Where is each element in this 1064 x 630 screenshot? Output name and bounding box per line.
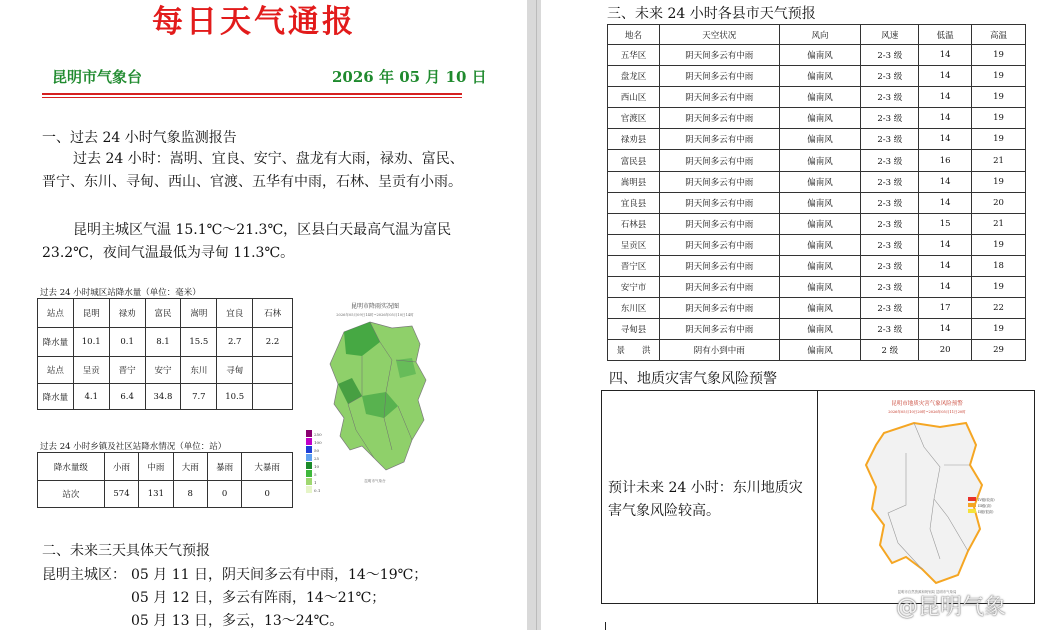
forecast-place: 昆明主城区：	[42, 567, 126, 583]
rainfall-legend-swatch	[306, 478, 312, 485]
table-row	[608, 255, 1026, 276]
geo-risk-legend-swatch	[968, 497, 976, 501]
table-cell: 大暴雨	[242, 453, 293, 481]
rainfall-legend-value: 1	[314, 480, 317, 485]
table-header-cell: 高温	[972, 25, 1026, 45]
table-cell: 15	[919, 213, 972, 234]
table-row	[608, 234, 1026, 255]
table-header-cell: 低温	[919, 25, 972, 45]
table-row	[608, 298, 1026, 319]
table-cell: 偏南风	[779, 129, 861, 150]
rainfall-legend-value: 5	[314, 472, 317, 477]
table-header-row	[608, 25, 1026, 45]
table-row	[608, 66, 1026, 87]
table-cell: 降水量级	[38, 453, 105, 481]
forecast-line: 05 月 11 日，阴天间多云有中雨，14～19℃；	[131, 567, 428, 583]
table-cell: 2-3 级	[861, 150, 919, 171]
table-cell: 2-3 级	[861, 319, 919, 340]
table-cell: 偏南风	[779, 192, 861, 213]
header-rule-thin	[42, 97, 462, 98]
table-cell: 呈贡	[73, 357, 109, 384]
table-row	[38, 299, 293, 328]
table-cell: 偏南风	[779, 171, 861, 192]
table-cell: 14	[919, 171, 972, 192]
table-cell: 寻甸	[217, 357, 253, 384]
table-cell: 东川	[181, 357, 217, 384]
table-row	[608, 319, 1026, 340]
table-cell: 19	[972, 45, 1026, 66]
table-row	[38, 481, 293, 508]
table-cell: 14	[919, 108, 972, 129]
forecast-line: 05 月 12 日，多云有阵雨，14～21℃；	[131, 590, 386, 606]
table-cell: 20	[972, 192, 1026, 213]
table-cell: 石林县	[608, 213, 660, 234]
table-cell: 34.8	[145, 384, 181, 410]
geo-risk-map-subtitle: 2026年05月10日20时~2026年05月11日20时	[888, 410, 966, 414]
rain-table	[37, 298, 293, 410]
geo-risk-text: 预计未来 24 小时：东川地质灾害气象风险较高。	[608, 480, 803, 519]
table-cell: 阴天间多云有中雨	[659, 277, 779, 298]
table-cell: 暴雨	[207, 453, 241, 481]
table-cell: 14	[919, 87, 972, 108]
table-cell: 阴天间多云有中雨	[659, 45, 779, 66]
table-cell: 晋宁区	[608, 255, 660, 276]
table-cell: 22	[972, 298, 1026, 319]
table-row	[608, 192, 1026, 213]
table-cell: 阴天间多云有中雨	[659, 150, 779, 171]
table-header-cell: 天空状况	[659, 25, 779, 45]
geo-risk-map-title: 昆明市地质灾害气象风险预警	[891, 401, 963, 407]
table-cell: 安宁市	[608, 277, 660, 298]
table-cell: 阴天间多云有中雨	[659, 234, 779, 255]
table-cell: 阴有小到中雨	[659, 340, 779, 361]
geo-risk-legend-swatch	[968, 503, 976, 507]
rainfall-legend-value: 250	[314, 432, 322, 437]
section1-para1: 过去 24 小时：嵩明、宜良、安宁、盘龙有大雨，禄劝、富民、晋宁、东川、寻甸、西山、官渡、五华有中雨，石林、呈贡有小雨。	[42, 151, 464, 190]
watermark: @昆明气象	[896, 595, 1007, 620]
rainfall-legend-swatch	[306, 438, 312, 445]
table-cell: 0.1	[109, 328, 145, 357]
table-cell: 阴天间多云有中雨	[659, 87, 779, 108]
table-cell: 偏南风	[779, 277, 861, 298]
rain-table-caption: 过去 24 小时城区站降水量（单位：毫米）	[40, 288, 201, 298]
table-cell: 19	[972, 129, 1026, 150]
table-cell: 14	[919, 319, 972, 340]
rainfall-legend-swatch	[306, 486, 312, 493]
table-cell: 8.1	[145, 328, 181, 357]
table-cell: 站次	[38, 481, 105, 508]
table-cell: 盘龙区	[608, 66, 660, 87]
rainfall-legend-value: 50	[314, 448, 320, 453]
rainfall-map-title: 昆明市降雨实况图	[350, 303, 400, 310]
table-row	[608, 277, 1026, 298]
table-cell: 2-3 级	[861, 171, 919, 192]
table-cell: 14	[919, 255, 972, 276]
geo-risk-legend-swatch	[968, 509, 976, 513]
table-cell: 10.5	[217, 384, 253, 410]
table-cell: 19	[972, 66, 1026, 87]
table-cell: 宜良县	[608, 192, 660, 213]
table-cell: 19	[972, 108, 1026, 129]
table-cell: 小雨	[104, 453, 138, 481]
table-cell: 偏南风	[779, 150, 861, 171]
table-cell: 2-3 级	[861, 129, 919, 150]
geo-risk-legend-label: IV级(较高)	[978, 498, 995, 502]
table-cell: 14	[919, 66, 972, 87]
table-cell: 131	[139, 481, 173, 508]
table-cell: 17	[919, 298, 972, 319]
header-rule-thick	[42, 93, 462, 95]
table-cell: 2-3 级	[861, 108, 919, 129]
report-title: 每日天气通报	[152, 4, 356, 40]
table-cell: 0	[207, 481, 241, 508]
table-cell: 安宁	[145, 357, 181, 384]
table-cell: 14	[919, 234, 972, 255]
table-cell: 14	[919, 45, 972, 66]
table-cell: 2-3 级	[861, 234, 919, 255]
table-cell: 6.4	[109, 384, 145, 410]
table-cell: 富民县	[608, 150, 660, 171]
geo-risk-map-footer: 昆明市自然资源和规划局 昆明市气象局	[897, 590, 957, 594]
table-cell: 宜良	[217, 299, 253, 328]
table-cell: 偏南风	[779, 87, 861, 108]
table-cell: 14	[919, 277, 972, 298]
table-cell: 19	[972, 277, 1026, 298]
table-cell: 29	[972, 340, 1026, 361]
table-cell: 574	[104, 481, 138, 508]
left-page	[0, 0, 527, 630]
table-row	[38, 453, 293, 481]
table-cell	[253, 357, 293, 384]
geo-risk-divider	[817, 391, 818, 603]
section2-heading: 二、未来三天具体天气预报	[42, 543, 210, 559]
level-table-caption: 过去 24 小时乡镇及社区站降水情况（单位：站）	[40, 442, 227, 452]
page-margin-mark	[605, 622, 606, 630]
section3-heading: 三、未来 24 小时各县市天气预报	[607, 6, 816, 22]
geo-risk-box	[601, 390, 1035, 604]
table-row	[608, 150, 1026, 171]
table-row	[608, 129, 1026, 150]
table-cell: 晋宁	[109, 357, 145, 384]
organization-name: 昆明市气象台	[52, 68, 143, 86]
table-cell: 2-3 级	[861, 213, 919, 234]
geo-risk-legend-label: III级(高)	[978, 504, 992, 508]
rainfall-legend	[306, 428, 328, 496]
table-cell: 阴天间多云有中雨	[659, 66, 779, 87]
table-header-cell: 风速	[861, 25, 919, 45]
table-cell: 7.7	[181, 384, 217, 410]
table-cell: 五华区	[608, 45, 660, 66]
table-header-cell: 风向	[779, 25, 861, 45]
table-row	[38, 328, 293, 357]
right-page	[541, 0, 1064, 630]
table-cell: 2.7	[217, 328, 253, 357]
table-cell: 2-3 级	[861, 277, 919, 298]
table-cell: 嵩明	[181, 299, 217, 328]
table-cell: 21	[972, 213, 1026, 234]
table-cell: 禄劝县	[608, 129, 660, 150]
table-cell: 嵩明县	[608, 171, 660, 192]
table-cell: 偏南风	[779, 213, 861, 234]
table-cell: 偏南风	[779, 319, 861, 340]
rainfall-map-subtitle: 2026年05月09日14时~2026年05月10日14时	[336, 313, 414, 317]
table-cell: 2-3 级	[861, 45, 919, 66]
forecast-line: 05 月 13 日，多云，13～24℃。	[131, 613, 344, 629]
table-cell: 大雨	[173, 453, 207, 481]
rainfall-legend-swatch	[306, 470, 312, 477]
county-forecast-table	[607, 24, 1026, 361]
table-cell: 偏南风	[779, 255, 861, 276]
table-cell: 阴天间多云有中雨	[659, 129, 779, 150]
table-row	[608, 45, 1026, 66]
rainfall-legend-swatch	[306, 430, 312, 437]
table-cell: 19	[972, 87, 1026, 108]
table-cell: 站点	[38, 357, 74, 384]
report-date: 2026 年 05 月 10 日	[332, 68, 487, 86]
rainfall-legend-value: 10	[314, 464, 320, 469]
table-cell: 偏南风	[779, 234, 861, 255]
table-row	[608, 340, 1026, 361]
table-cell: 石林	[253, 299, 293, 328]
table-cell: 16	[919, 150, 972, 171]
table-cell: 偏南风	[779, 108, 861, 129]
rainfall-legend-swatch	[306, 462, 312, 469]
table-cell: 14	[919, 129, 972, 150]
table-cell: 景 洪	[608, 340, 660, 361]
table-cell: 8	[173, 481, 207, 508]
table-row	[608, 108, 1026, 129]
table-cell: 2-3 级	[861, 298, 919, 319]
table-row	[608, 87, 1026, 108]
table-cell: 偏南风	[779, 66, 861, 87]
table-cell: 偏南风	[779, 340, 861, 361]
table-cell: 2.2	[253, 328, 293, 357]
rainfall-legend-value: 0.1	[314, 488, 321, 493]
table-header-cell: 地名	[608, 25, 660, 45]
rainfall-legend-value: 100	[314, 440, 322, 445]
table-cell: 降水量	[38, 384, 74, 410]
table-cell: 降水量	[38, 328, 74, 357]
table-cell: 2-3 级	[861, 192, 919, 213]
table-cell: 富民	[145, 299, 181, 328]
table-cell: 中雨	[139, 453, 173, 481]
table-row	[38, 384, 293, 410]
page-gutter	[536, 0, 537, 630]
table-cell: 偏南风	[779, 298, 861, 319]
table-cell: 2-3 级	[861, 255, 919, 276]
table-cell: 偏南风	[779, 45, 861, 66]
table-cell: 20	[919, 340, 972, 361]
table-cell: 阴天间多云有中雨	[659, 255, 779, 276]
table-cell: 14	[919, 192, 972, 213]
table-cell: 阴天间多云有中雨	[659, 298, 779, 319]
table-cell: 禄劝	[109, 299, 145, 328]
table-cell: 21	[972, 150, 1026, 171]
table-cell: 15.5	[181, 328, 217, 357]
table-cell: 阴天间多云有中雨	[659, 213, 779, 234]
geo-risk-map	[820, 393, 1034, 601]
table-cell: 昆明	[73, 299, 109, 328]
table-row	[608, 171, 1026, 192]
table-cell	[253, 384, 293, 410]
table-cell: 19	[972, 171, 1026, 192]
level-table	[37, 452, 293, 508]
table-cell: 站点	[38, 299, 74, 328]
rainfall-map-footer: 昆明市气象台	[364, 479, 386, 483]
table-cell: 阴天间多云有中雨	[659, 108, 779, 129]
table-cell: 10.1	[73, 328, 109, 357]
table-cell: 东川区	[608, 298, 660, 319]
table-cell: 官渡区	[608, 108, 660, 129]
geo-risk-legend-label: II级(很高)	[978, 510, 994, 514]
rainfall-legend-swatch	[306, 454, 312, 461]
table-cell: 4.1	[73, 384, 109, 410]
table-cell: 0	[242, 481, 293, 508]
table-cell: 呈贡区	[608, 234, 660, 255]
table-cell: 19	[972, 234, 1026, 255]
section4-heading: 四、地质灾害气象风险预警	[609, 371, 777, 387]
table-cell: 18	[972, 255, 1026, 276]
table-cell: 阴天间多云有中雨	[659, 319, 779, 340]
table-cell: 阴天间多云有中雨	[659, 192, 779, 213]
table-cell: 2-3 级	[861, 87, 919, 108]
table-cell: 西山区	[608, 87, 660, 108]
section1-para2: 昆明主城区气温 15.1℃～21.3℃，区县白天最高气温为富民23.2℃，夜间气温最低为寻甸 11.3℃。	[42, 222, 452, 261]
table-row	[38, 357, 293, 384]
section1-heading: 一、过去 24 小时气象监测报告	[42, 130, 237, 146]
table-cell: 阴天间多云有中雨	[659, 171, 779, 192]
table-row	[608, 213, 1026, 234]
table-cell: 2-3 级	[861, 66, 919, 87]
table-cell: 2 级	[861, 340, 919, 361]
table-cell: 寻甸县	[608, 319, 660, 340]
rainfall-legend-swatch	[306, 446, 312, 453]
rainfall-legend-value: 25	[314, 456, 320, 461]
table-cell: 19	[972, 319, 1026, 340]
